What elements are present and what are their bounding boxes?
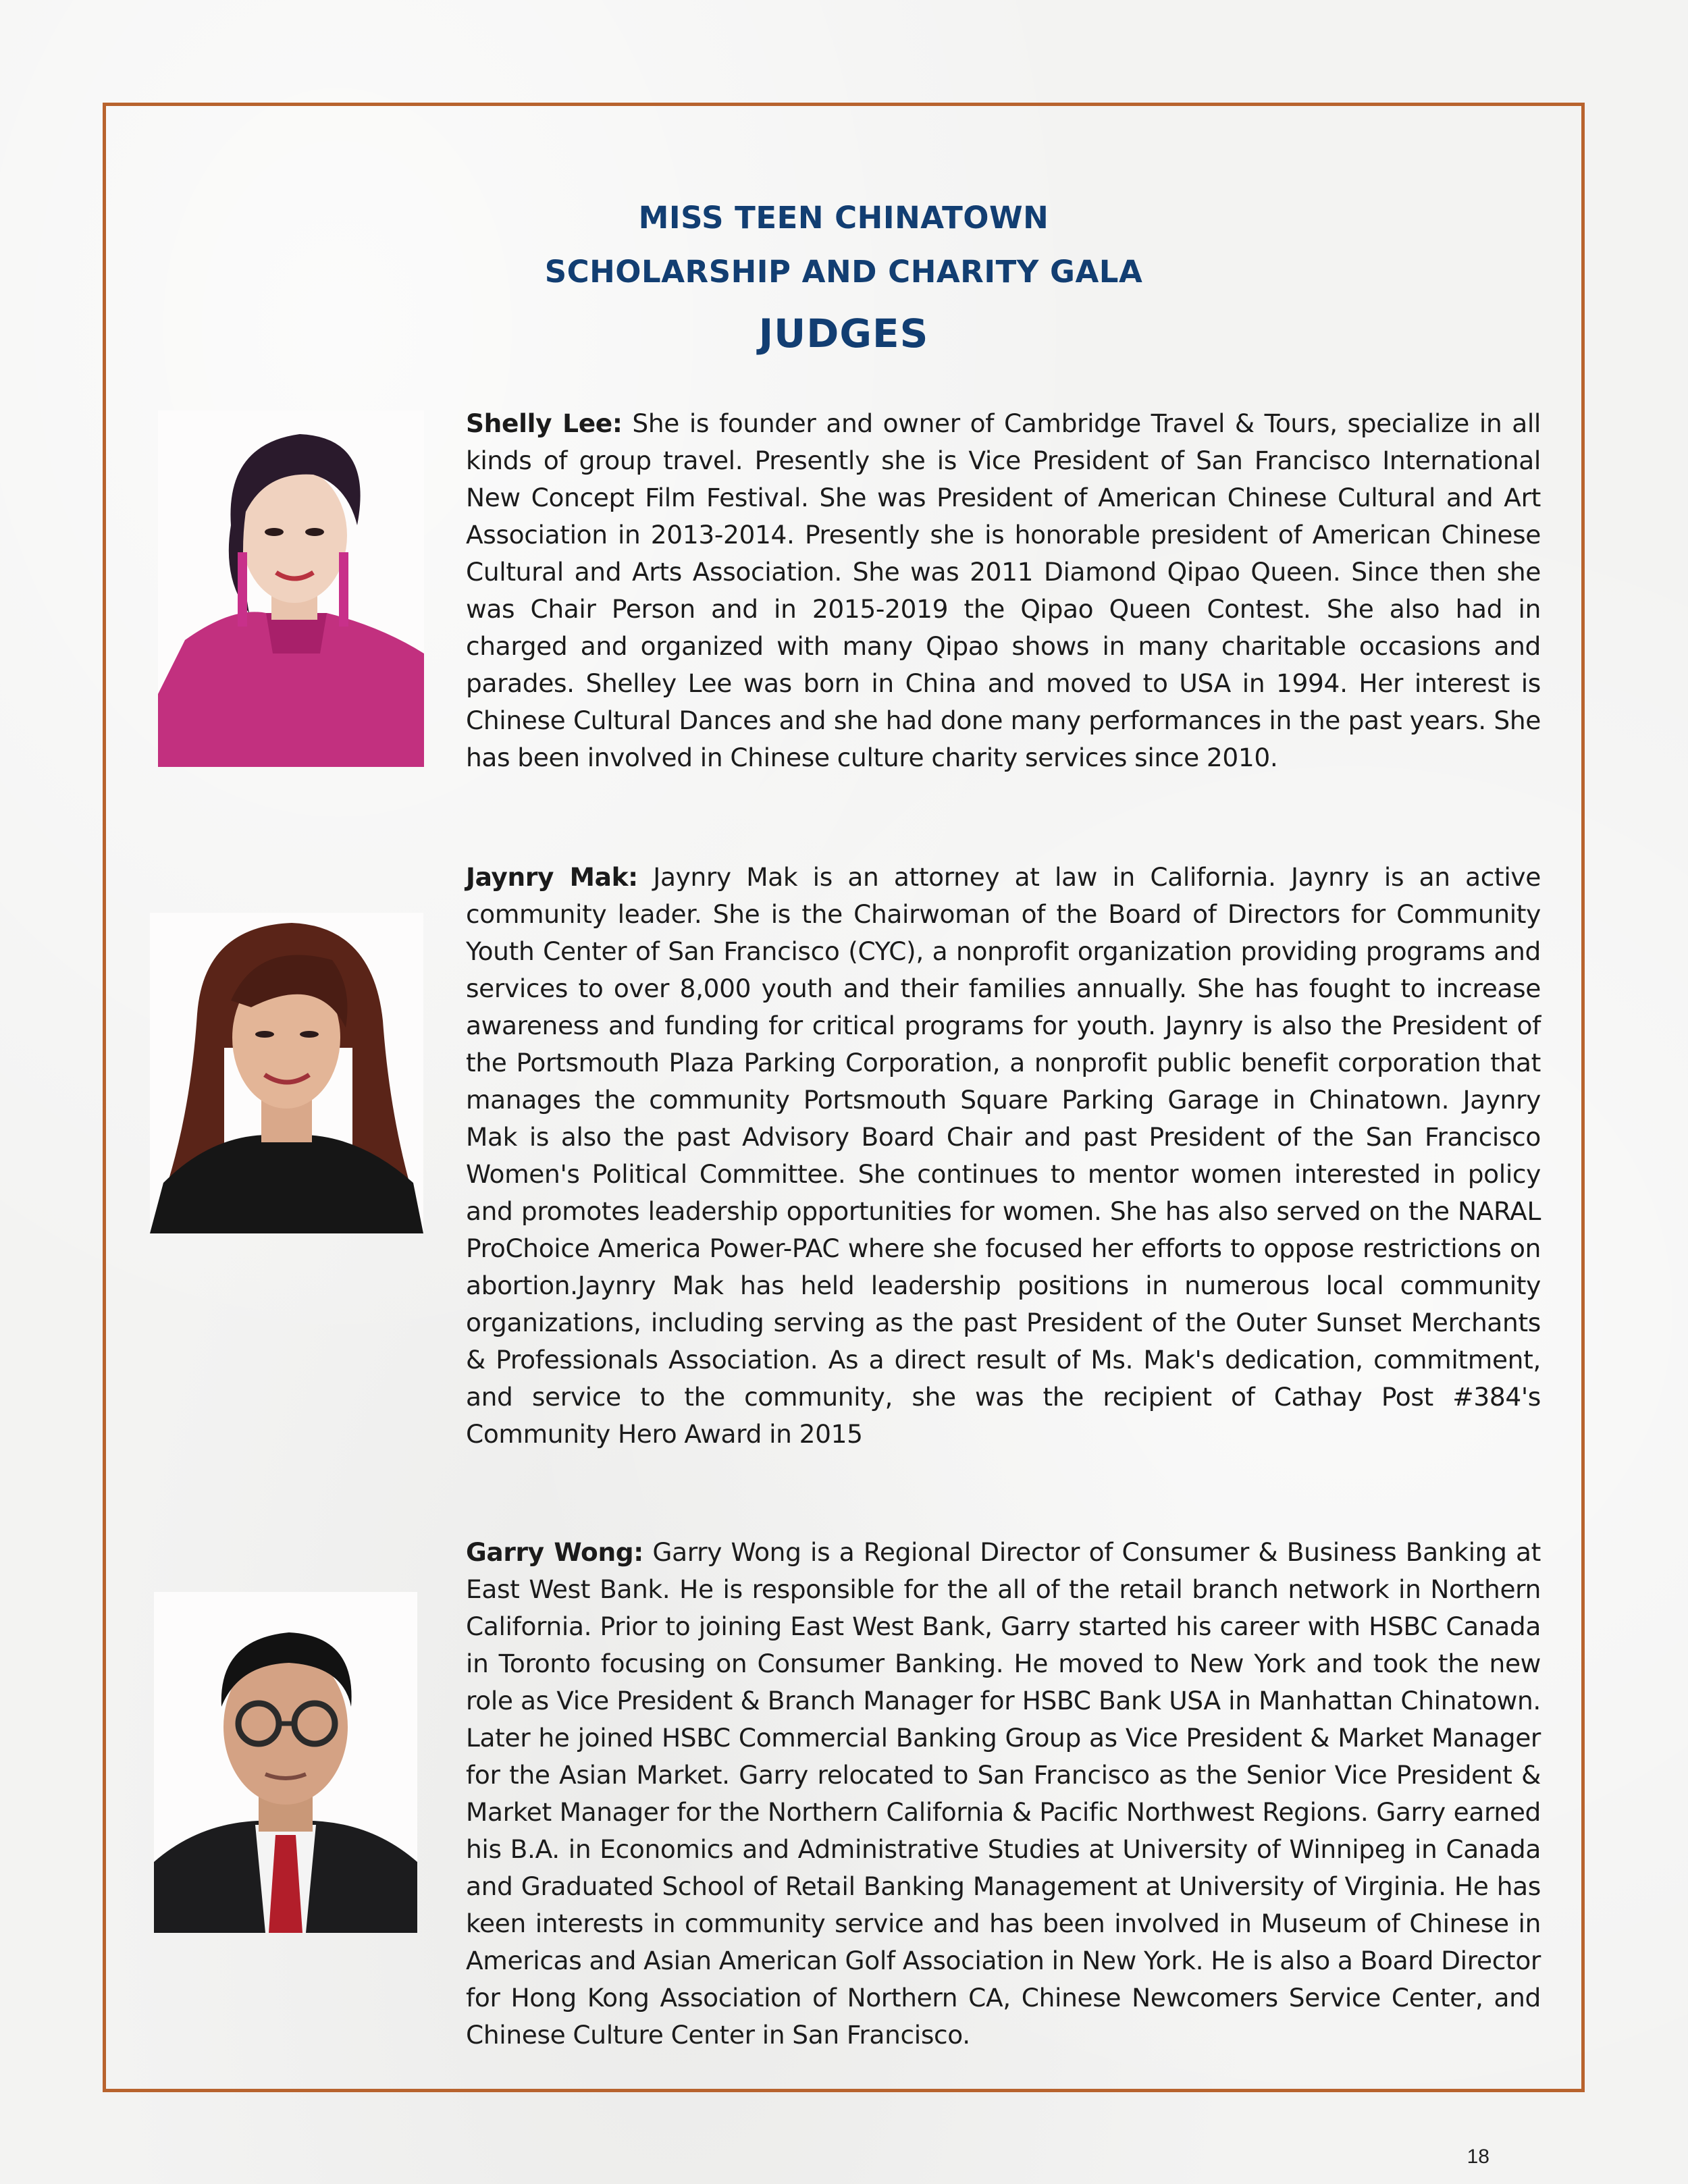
judge-bio-text: She is founder and owner of Cambridge Travel & Tours, specialize in all kinds of group travel. Presently she is Vice President of San Francisco International New Concept Film Festival. She was President of American Chinese Cultural and Art Association in 2013-2014. Presently she is honorable president of American Chinese Cultural and Arts Association. She was 2011 Diamond Qipao Queen. Since then she was Chair Person and in 2015-2019 the Qipao Queen Contest. She also had in charged and organized with many Qipao shows in many charitable occasions and parades. Shelley Lee was born in China and moved to USA in 1994. Her interest is Chinese Cultural Dances and she had done many performances in the past years. She has been involved in Chinese culture charity services since 2010. bbox=[466, 408, 1541, 772]
judge-bio-text: Garry Wong is a Regional Director of Consumer & Business Banking at East West Bank. He is responsible for the all of the retail branch network in Northern California. Prior to joining East West Bank, Garry started his career with HSBC Canada in Toronto focusing on Consumer Banking. He moved to New York and took the new role as Vice President & Branch Manager for HSBC Bank USA in Manhattan Chinatown. Later he joined HSBC Commercial Banking Group as Vice President & Market Manager for the Asian Market. Garry relocated to San Francisco as the Senior Vice President & Market Manager for the Northern California & Pacific Northwest Regions. Garry earned his B.A. in Economics and Administrative Studies at University of Winnipeg in Canada and Graduated School of Retail Banking Management at University of Virginia. He has keen interests in community service and has been involved in Museum of Chinese in Americas and Asian American Golf Association in New York. He is also a Board Director for Hong Kong Association of Northern CA, Chinese Newcomers Service Center, and Chinese Culture Center in San Francisco. bbox=[466, 1537, 1541, 2050]
judge-bio-text: Jaynry Mak is an attorney at law in California. Jaynry is an active community leader. She is the Chairwoman of the Board of Directors for Community Youth Center of San Francisco (CYC), a nonprofit organization providing programs and services to over 8,000 youth and their families annually. She has fought to increase awareness and funding for critical programs for youth. Jaynry is also the President of the Portsmouth Plaza Parking Corporation, a nonprofit public benefit corporation that manages the community Portsmouth Square Parking Garage in Chinatown. Jaynry Mak is also the past Advisory Board Chair and past President of the San Francisco Women's Political Committee. She continues to mentor women interested in policy and promotes leadership opportunities for women. She has also served on the NARAL ProChoice America Power-PAC where she focused her efforts to oppose restrictions on abortion.Jaynry Mak has held leadership positions in numerous local community organizations, including serving as the past President of the Outer Sunset Merchants & Professionals Association. As a direct result of Ms. Mak's dedication, commitment, and service to the community, she was the recipient of Cathay Post #384's Community Hero Award in 2015 bbox=[466, 862, 1541, 1449]
judge-bio-jaynry-mak bbox=[466, 859, 1541, 1453]
event-subtitle: SCHOLARSHIP AND CHARITY GALA bbox=[544, 254, 1143, 290]
judge-name: Shelly Lee: bbox=[466, 408, 623, 438]
event-title: MISS TEEN CHINATOWN bbox=[638, 200, 1049, 236]
section-title: JUDGES bbox=[758, 311, 929, 356]
judge-name: Garry Wong: bbox=[466, 1537, 643, 1567]
judge-photo-jaynry-mak bbox=[150, 913, 423, 1233]
judge-photo-shelly-lee bbox=[158, 410, 424, 767]
judge-bio-garry-wong bbox=[466, 1534, 1541, 2054]
page-number: 18 bbox=[1467, 2146, 1489, 2168]
judge-name: Jaynry Mak: bbox=[466, 862, 638, 892]
judge-bio-shelly-lee bbox=[466, 405, 1541, 776]
judge-photo-garry-wong bbox=[154, 1592, 417, 1933]
